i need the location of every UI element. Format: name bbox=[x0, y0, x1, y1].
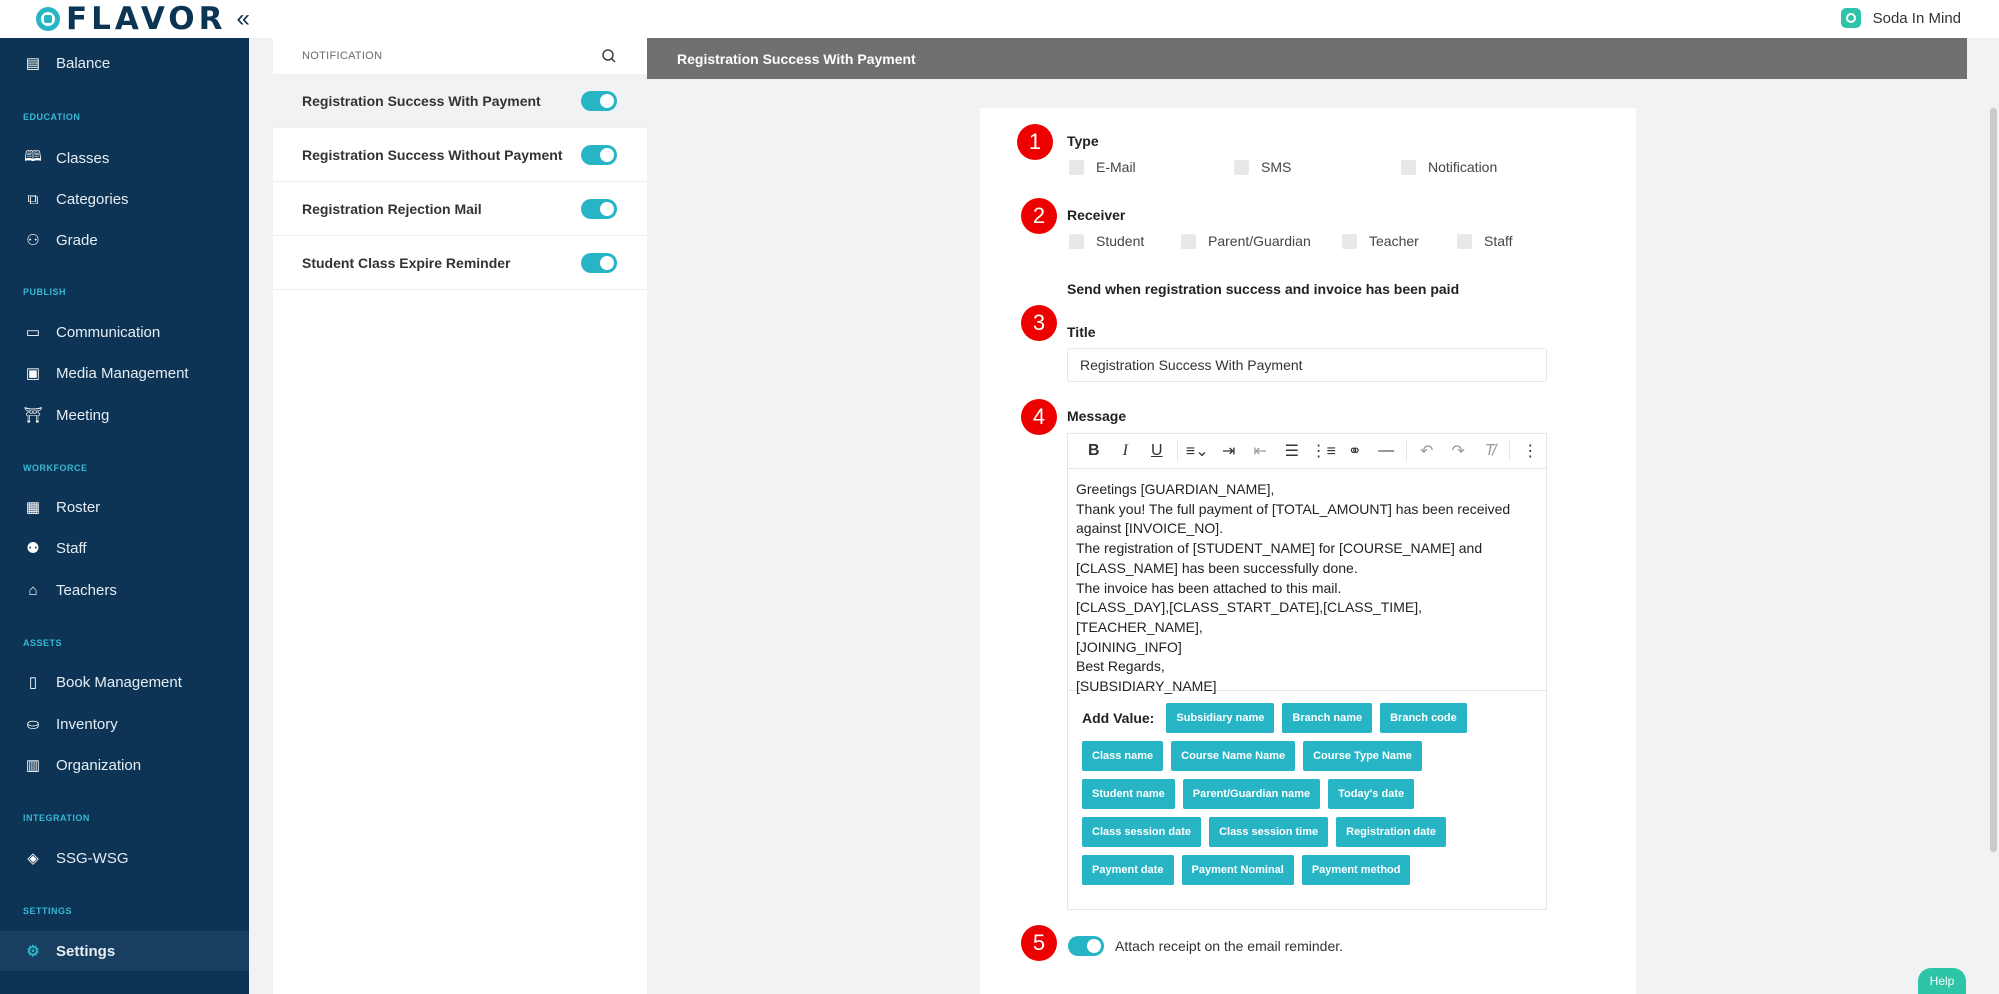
organization-name: Soda In Mind bbox=[1872, 9, 1961, 27]
undo-icon[interactable]: ↶ bbox=[1420, 443, 1434, 460]
step-marker-1: 1 bbox=[1017, 124, 1053, 160]
categories-icon: ⧉ bbox=[27, 190, 39, 208]
search-icon[interactable] bbox=[601, 48, 617, 64]
sidebar-item-book-management[interactable] bbox=[0, 663, 249, 701]
checkbox-box[interactable] bbox=[1342, 234, 1357, 249]
notification-enabled-toggle[interactable] bbox=[581, 199, 617, 219]
collapse-sidebar-icon[interactable]: « bbox=[236, 5, 250, 32]
sidebar-item-inventory[interactable] bbox=[0, 705, 249, 743]
message-line: Best Regards, bbox=[1076, 658, 1165, 675]
outdent-icon[interactable]: ⇤ bbox=[1253, 443, 1267, 460]
checkbox-box[interactable] bbox=[1234, 160, 1249, 175]
staff-icon: ⚉ bbox=[26, 540, 40, 557]
checkbox-label: SMS bbox=[1261, 159, 1292, 175]
book-icon: 🕮 bbox=[24, 147, 42, 165]
calendar-icon: ▦ bbox=[25, 499, 41, 516]
checkbox-box[interactable] bbox=[1069, 160, 1084, 175]
attach-receipt-label: Attach receipt on the email reminder. bbox=[1115, 938, 1344, 954]
sidebar-item-label: Categories bbox=[56, 190, 129, 208]
media-icon: ▣ bbox=[25, 365, 41, 382]
type-notification-checkbox[interactable] bbox=[1401, 159, 1497, 175]
notification-item-label: Registration Success Without Payment bbox=[302, 146, 563, 163]
checkbox-box[interactable] bbox=[1457, 234, 1472, 249]
tag-branch-code[interactable]: Branch code bbox=[1380, 703, 1467, 733]
editor-toolbar bbox=[1068, 434, 1546, 469]
tag-course-name[interactable]: Course Name Name bbox=[1171, 741, 1295, 771]
sidebar-item-ssg-wsg[interactable] bbox=[0, 839, 249, 877]
sidebar-item-label: Inventory bbox=[56, 715, 118, 733]
toolbar-divider bbox=[1177, 441, 1178, 461]
notification-enabled-toggle[interactable] bbox=[581, 91, 617, 111]
bold-icon[interactable]: B bbox=[1087, 442, 1100, 459]
organization-icon bbox=[1841, 8, 1861, 28]
message-line: Greetings [GUARDIAN_NAME], bbox=[1076, 481, 1275, 497]
sidebar-item-label: Grade bbox=[56, 231, 98, 249]
notification-enabled-toggle[interactable] bbox=[581, 145, 617, 165]
sidebar-item-label: Classes bbox=[56, 149, 110, 167]
message-line: [JOINING_INFO] bbox=[1076, 638, 1182, 655]
clear-format-icon[interactable]: T̸ bbox=[1484, 442, 1495, 459]
message-line: [SUBSIDIARY_NAME] bbox=[1076, 678, 1217, 695]
organization-switcher[interactable] bbox=[1841, 8, 1961, 28]
inventory-icon: ⛀ bbox=[26, 716, 40, 733]
section-assets: ASSETS bbox=[23, 638, 63, 648]
balance-icon: ▤ bbox=[25, 55, 41, 72]
message-line: against [INVOICE_NO]. bbox=[1076, 520, 1224, 537]
logo-text: FLAVOR bbox=[66, 1, 227, 37]
tag-subsidiary-name[interactable]: Subsidiary name bbox=[1166, 703, 1274, 733]
notification-item-label: Registration Rejection Mail bbox=[302, 200, 482, 217]
sidebar-item-classes[interactable] bbox=[0, 139, 249, 177]
redo-icon[interactable]: ↷ bbox=[1451, 443, 1465, 460]
sidebar-item-label: Balance bbox=[56, 54, 111, 72]
message-line: The registration of [STUDENT_NAME] for [COURSE_NAME] and bbox=[1076, 540, 1483, 557]
sidebar-item-label: Meeting bbox=[56, 406, 110, 424]
notification-item-registration-success-with-payment[interactable] bbox=[273, 74, 647, 128]
title-label: Title bbox=[1067, 324, 1096, 340]
toolbar-divider bbox=[1509, 441, 1510, 461]
tag-student-name[interactable]: Student name bbox=[1082, 779, 1175, 809]
receiver-student-checkbox[interactable] bbox=[1069, 233, 1181, 249]
receiver-teacher-checkbox[interactable] bbox=[1342, 233, 1457, 249]
sidebar-item-balance[interactable] bbox=[0, 44, 249, 82]
section-settings: SETTINGS bbox=[23, 906, 73, 916]
notification-item-label: Registration Success With Payment bbox=[302, 92, 541, 109]
tag-payment-date[interactable]: Payment date bbox=[1082, 855, 1174, 885]
notification-list bbox=[273, 38, 647, 994]
type-options bbox=[1069, 159, 1497, 175]
title-input[interactable]: Registration Success With Payment bbox=[1067, 348, 1547, 382]
more-options-icon[interactable]: ⋮ bbox=[1522, 443, 1539, 460]
grade-icon: ⚇ bbox=[26, 232, 40, 249]
message-line: Thank you! The full payment of [TOTAL_AMOUNT] has been received bbox=[1076, 500, 1511, 517]
page-scrollbar[interactable] bbox=[1990, 108, 1997, 852]
sidebar-item-label: Media Management bbox=[56, 364, 189, 382]
underline-icon[interactable]: U bbox=[1150, 442, 1163, 459]
sidebar-item-communication[interactable] bbox=[0, 313, 249, 351]
checkbox-label: E-Mail bbox=[1096, 159, 1136, 175]
chat-icon: ▭ bbox=[25, 324, 41, 341]
message-body[interactable] bbox=[1068, 469, 1546, 695]
step-marker-4: 4 bbox=[1021, 399, 1057, 435]
notification-item-label: Student Class Expire Reminder bbox=[302, 254, 511, 271]
tag-branch-name[interactable]: Branch name bbox=[1282, 703, 1372, 733]
section-integration: INTEGRATION bbox=[23, 813, 90, 823]
type-sms-checkbox[interactable] bbox=[1234, 159, 1401, 175]
checkbox-box[interactable] bbox=[1401, 160, 1416, 175]
sidebar-item-media-management[interactable] bbox=[0, 354, 249, 392]
detail-header: Registration Success With Payment bbox=[647, 38, 1967, 79]
bullet-list-icon[interactable]: ☰ bbox=[1284, 443, 1299, 460]
checkbox-label: Student bbox=[1096, 233, 1145, 249]
numbered-list-icon[interactable]: ⋮≡ bbox=[1310, 443, 1336, 460]
sidebar-item-label: Roster bbox=[56, 498, 101, 516]
message-editor bbox=[1067, 433, 1547, 910]
notification-item-registration-success-without-payment[interactable] bbox=[273, 128, 647, 182]
link-icon[interactable]: ⚭ bbox=[1348, 443, 1362, 460]
notification-item-student-class-expire-reminder[interactable] bbox=[273, 236, 647, 290]
sidebar-item-grade[interactable] bbox=[0, 221, 249, 259]
add-value-panel bbox=[1068, 691, 1546, 885]
sidebar-item-label: Organization bbox=[56, 756, 142, 774]
logo-mark-icon bbox=[36, 7, 60, 31]
message-line: [CLASS_DAY],[CLASS_START_DATE],[CLASS_TIME],[TEACHER_NAME], bbox=[1076, 599, 1422, 635]
book-management-icon: ▯ bbox=[28, 674, 38, 691]
graduation-cap-icon: ⌂ bbox=[28, 581, 38, 599]
step-marker-3: 3 bbox=[1021, 305, 1057, 341]
checkbox-label: Notification bbox=[1428, 159, 1498, 175]
sidebar-item-label: Book Management bbox=[56, 673, 182, 691]
sidebar-item-meeting[interactable] bbox=[0, 396, 249, 434]
checkbox-box[interactable] bbox=[1181, 234, 1196, 249]
notification-item-registration-rejection-mail[interactable] bbox=[273, 182, 647, 236]
receiver-label: Receiver bbox=[1067, 207, 1126, 223]
align-icon[interactable]: ≡⌄ bbox=[1185, 443, 1209, 460]
sidebar-item-label: Staff bbox=[56, 539, 87, 557]
meeting-icon: ⛩ bbox=[23, 407, 43, 424]
add-value-label: Add Value: bbox=[1082, 710, 1155, 726]
message-line: The invoice has been attached to this mail. bbox=[1076, 579, 1342, 596]
tag-class-session-time[interactable]: Class session time bbox=[1209, 817, 1328, 847]
sidebar bbox=[0, 38, 249, 994]
layers-icon: ◈ bbox=[27, 850, 39, 867]
sidebar-item-label: Teachers bbox=[56, 581, 117, 599]
brand-logo[interactable] bbox=[36, 1, 227, 37]
sidebar-item-settings[interactable] bbox=[0, 931, 249, 971]
sidebar-item-staff[interactable] bbox=[0, 529, 249, 567]
type-label: Type bbox=[1067, 133, 1099, 149]
sidebar-item-roster[interactable] bbox=[0, 488, 249, 526]
top-bar bbox=[0, 0, 1999, 38]
tag-registration-date[interactable]: Registration date bbox=[1336, 817, 1446, 847]
notification-enabled-toggle[interactable] bbox=[581, 253, 617, 273]
checkbox-label: Parent/Guardian bbox=[1208, 233, 1311, 249]
checkbox-label: Staff bbox=[1484, 233, 1513, 249]
receiver-options bbox=[1069, 233, 1513, 249]
gear-icon: ⚙ bbox=[26, 943, 40, 960]
tag-course-type-name[interactable]: Course Type Name bbox=[1303, 741, 1422, 771]
horizontal-line-icon[interactable]: — bbox=[1378, 442, 1395, 459]
notification-list-title: NOTIFICATION bbox=[302, 50, 383, 62]
sidebar-item-label: Communication bbox=[56, 323, 161, 341]
step-marker-2: 2 bbox=[1021, 198, 1057, 234]
step-marker-5: 5 bbox=[1021, 925, 1057, 961]
tag-payment-nominal[interactable]: Payment Nominal bbox=[1182, 855, 1294, 885]
section-publish: PUBLISH bbox=[23, 287, 67, 297]
sidebar-item-organization[interactable] bbox=[0, 746, 249, 784]
receiver-staff-checkbox[interactable] bbox=[1457, 233, 1513, 249]
sidebar-item-categories[interactable] bbox=[0, 180, 249, 218]
section-education: EDUCATION bbox=[23, 112, 81, 122]
tag-class-name[interactable]: Class name bbox=[1082, 741, 1163, 771]
section-workforce: WORKFORCE bbox=[23, 463, 88, 473]
checkbox-label: Teacher bbox=[1369, 233, 1419, 249]
type-email-checkbox[interactable] bbox=[1069, 159, 1234, 175]
checkbox-box[interactable] bbox=[1069, 234, 1084, 249]
tag-class-session-date[interactable]: Class session date bbox=[1082, 817, 1201, 847]
building-icon: ▥ bbox=[25, 757, 41, 774]
tag-todays-date[interactable]: Today's date bbox=[1328, 779, 1414, 809]
send-condition-text: Send when registration success and invoice has been paid bbox=[1067, 281, 1460, 297]
indent-icon[interactable]: ⇥ bbox=[1222, 443, 1236, 460]
italic-icon[interactable]: I bbox=[1122, 442, 1128, 459]
attach-receipt-toggle[interactable] bbox=[1068, 936, 1104, 956]
tag-payment-method[interactable]: Payment method bbox=[1302, 855, 1411, 885]
sidebar-item-label: Settings bbox=[56, 942, 116, 960]
receiver-parent-guardian-checkbox[interactable] bbox=[1181, 233, 1342, 249]
attach-receipt-row bbox=[1068, 936, 1343, 956]
tag-parent-guardian-name[interactable]: Parent/Guardian name bbox=[1183, 779, 1320, 809]
notification-list-header bbox=[273, 38, 647, 74]
sidebar-item-teachers[interactable] bbox=[0, 571, 249, 609]
help-button[interactable]: Help bbox=[1918, 968, 1966, 994]
sidebar-item-label: SSG-WSG bbox=[56, 849, 129, 867]
toolbar-divider bbox=[1406, 441, 1407, 461]
message-line: [CLASS_NAME] has been successfully done. bbox=[1076, 559, 1358, 576]
message-label: Message bbox=[1067, 408, 1127, 424]
